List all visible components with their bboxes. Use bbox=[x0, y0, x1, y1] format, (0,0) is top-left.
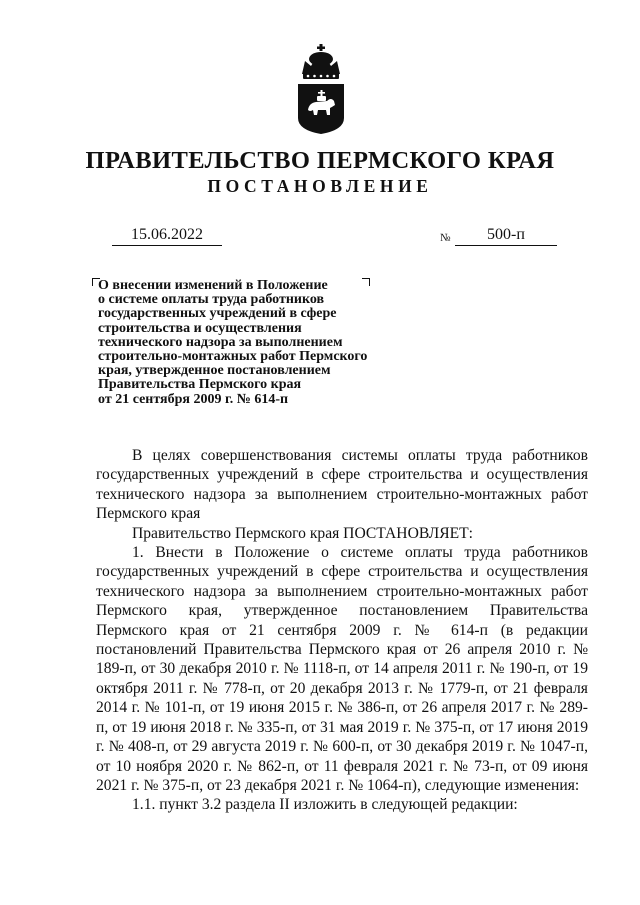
subject-line: О внесении изменений в Положение bbox=[98, 278, 328, 293]
subject-line: Правительства Пермского края bbox=[98, 377, 302, 393]
subject-line: о системе оплаты труда работников bbox=[98, 292, 325, 308]
document-number: 500-п bbox=[455, 226, 557, 246]
subject-line: строительно-монтажных работ Пермского bbox=[98, 349, 368, 365]
body-paragraph-preamble: В целях совершенствования системы оплаты труда работников государственных учреждений в сфере строительства и осуществления технического надзора за выполнением строительно-монтажных работ Пермского края bbox=[96, 447, 588, 523]
subject-line: технического надзора за выполнением bbox=[98, 334, 343, 350]
body-paragraph-item-1-1: 1.1. пункт 3.2 раздела II изложить в следующей редакции: bbox=[132, 796, 518, 814]
subject-line: от 21 сентября 2009 г. № 614-п bbox=[98, 391, 289, 407]
document-body bbox=[96, 446, 588, 815]
subject-line: края, утвержденное постановлением bbox=[98, 363, 331, 379]
number-sign: № bbox=[440, 232, 451, 244]
subject-line: строительства и осуществления bbox=[98, 320, 302, 336]
body-paragraph-resolves: Правительство Пермского края ПОСТАНОВЛЯЕТ: bbox=[132, 524, 473, 542]
document-subject bbox=[98, 279, 398, 407]
document-type-title: ПОСТАНОВЛЕНИЕ bbox=[207, 176, 433, 196]
perm-krai-coat-of-arms-emblem bbox=[296, 44, 346, 136]
subject-line: государственных учреждений в сфере bbox=[98, 306, 337, 322]
document-date: 15.06.2022 bbox=[112, 226, 222, 246]
body-paragraph-item-1: 1. Внести в Положение о системе оплаты труда работников государственных учреждений в сфере строительства и осуществления технического надзора за выполнением строительно-монтажных работ Пермского края, утвержденное постановлением Правительства Пермского края от 21 сентября 2009 г. № 614-п (в редакции постановлений Правительства Пермского края от 26 апреля 2010 г. № 189-п, от 30 декабря 2010 г. № 1118-п, от 14 апреля 2011 г. № 190-п, от 19 октября 2011 г. № 778-п, от 20 декабря 2013 г. № 1779-п, от 21 февраля 2014 г. № 101-п, от 19 июня 2015 г. № 386-п, от 26 апреля 2017 г. № 289-п, от 19 июня 2018 г. № 335-п, от 31 мая 2019 г. № 375-п, от 17 июня 2019 г. № 408-п, от 29 августа 2019 г. № 600-п, от 30 декабря 2019 г. № 1047-п, от 10 ноября 2020 г. № 862-п, от 11 февраля 2021 г. № 73-п, от 09 июня 2021 г. № 375-п, от 23 декабря 2021 г. № 1064-п), следующие изменения: bbox=[96, 544, 588, 794]
government-title: ПРАВИТЕЛЬСТВО ПЕРМСКОГО КРАЯ bbox=[85, 147, 555, 174]
